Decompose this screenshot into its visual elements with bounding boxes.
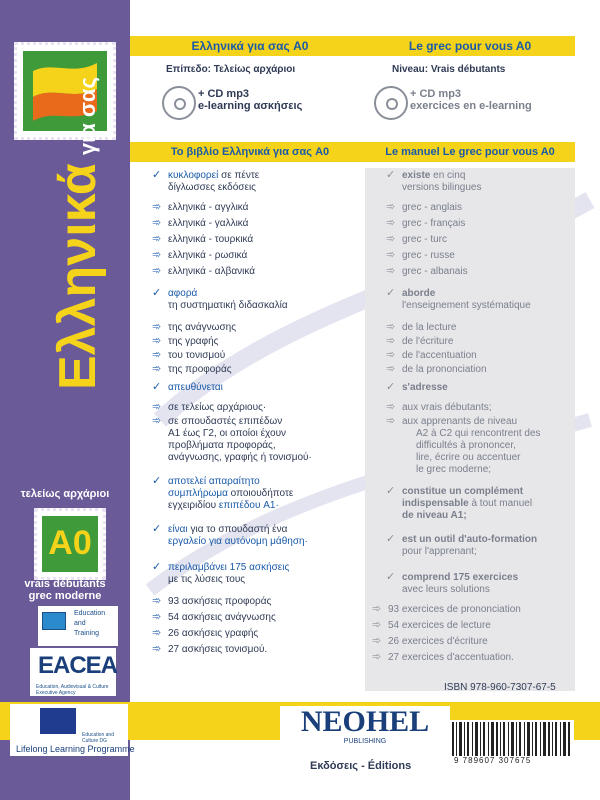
fr-aud2-3: difficultés à prononcer, [416,440,516,451]
gr-s1c: δίγλωσσες εκδόσεις [168,182,256,193]
arrow-icon: ➾ [386,201,396,213]
edu-dg: Education and Culture DG [82,732,114,744]
check-icon: ✓ [386,533,396,545]
fr-lang: grec - anglais [402,202,463,213]
fr-teach: de la lecture [402,322,457,333]
level-gr: τελείως αρχάριοι [20,488,110,500]
gr-s4-2a: συμπλήρωμα [168,488,228,499]
arrow-icon: ➾ [152,611,162,623]
gr-ex: 27 ασκήσεις τονισμού. [168,644,268,655]
check-icon: ✓ [386,169,396,181]
gr-teach: της ανάγνωσης [168,322,237,333]
fr-s2b: l'enseignement systématique [402,300,531,311]
education-logo [38,606,118,646]
fr-s4-2b: à tout manuel [468,498,533,509]
arrow-icon: ➾ [372,619,382,631]
check-icon: ✓ [152,381,162,393]
fr-aud1: aux vrais débutants; [402,402,492,413]
vertical-title [48,77,108,390]
gr-teach: της γραφής [168,336,219,347]
eu-flag-icon [40,708,76,734]
fr-aud2-1: aux apprenants de niveau [402,416,518,427]
fr-lang: grec - turc [402,234,448,245]
gr-s5-1 [168,524,287,536]
gr-lang: ελληνικά - αλβανικά [168,266,255,277]
title-big: Ελληνικά [49,163,107,390]
arrow-icon: ➾ [152,335,162,347]
gr-s1a: κυκλοφορεί [168,170,219,181]
barcode [448,720,574,768]
arrow-icon: ➾ [152,401,162,413]
arrow-icon: ➾ [152,217,162,229]
fr-s1c: versions bilingues [402,182,482,193]
eacea-sub: Education, Audiovisual & Culture Executive Agency [36,684,109,696]
gr-lang: ελληνικά - αγγλικά [168,202,249,213]
fr-s1a: existe [402,170,431,181]
arrow-icon: ➾ [152,643,162,655]
level-fr-1: vrais débutants [24,578,106,590]
fr-aud2-2: A2 à C2 qui rencontrent des [416,428,541,439]
fr-s2a: aborde [402,288,436,299]
fr-ex: 54 exercices de lecture [388,620,491,631]
arrow-icon: ➾ [386,349,396,361]
a0-stamp [34,508,106,580]
gr-teach: του τονισμού [168,350,226,361]
fr-ex: 26 exercices d'écriture [388,636,488,647]
gr-s5-1a: είναι [168,524,188,535]
cd-icon-fr [374,86,408,120]
gr-level: Επίπεδο: Τελείως αρχάριοι [166,64,296,75]
monitor-icon [42,612,66,630]
arrow-icon: ➾ [152,363,162,375]
arrow-icon: ➾ [386,363,396,375]
publisher-logo [280,706,450,750]
fr-s4-2a: indispensable [402,498,469,509]
arrow-icon: ➾ [152,233,162,245]
fr-subheader [365,142,575,162]
fr-s6-1: comprend 175 exercices [402,572,519,583]
editions-label: Εκδόσεις - Éditions [310,760,412,772]
check-icon: ✓ [152,287,162,299]
fr-sub-bold: Le grec pour vous A0 [442,146,555,158]
gr-aud1: σε τελείως αρχάριους· [168,402,267,413]
arrow-icon: ➾ [386,217,396,229]
gr-ex: 93 ασκήσεις προφοράς [168,596,272,607]
check-icon: ✓ [386,381,396,393]
check-icon: ✓ [386,571,396,583]
fr-cd1: + CD mp3 [410,88,462,100]
gr-subheader: Το βιβλίο Ελληνικά για σας A0 [130,142,370,162]
arrow-icon: ➾ [372,603,382,615]
gr-aud2-3: προβλήματα προφοράς, [168,440,276,451]
arrow-icon: ➾ [386,265,396,277]
gr-s5-2: εργαλείο για αυτόνομη μάθηση· [168,536,308,547]
fr-aud2-4: lire, écrire ou accentuer [416,452,521,463]
arrow-icon: ➾ [152,627,162,639]
gr-cd2: e-learning ασκήσεις [198,100,303,112]
gr-s4-3 [168,500,279,512]
fr-ex: 27 exercices d'accentuation. [388,652,514,663]
gr-aud2-4: ανάγνωσης, γραφής ή τονισμού· [168,452,312,463]
check-icon: ✓ [152,169,162,181]
logo1-line1: Education [74,610,106,617]
fr-s4-1: constitue un complément [402,486,524,497]
gr-s1 [168,170,259,182]
gr-aud2-2: A1 έως Γ2, οι οποίοι έχουν [168,428,287,439]
gr-s4-2 [168,488,293,500]
fr-s1 [402,170,465,182]
level-fr-2: grec moderne [28,590,102,602]
gr-teach: της προφοράς [168,364,232,375]
fr-s4-3: de niveau A1; [402,510,467,521]
check-icon: ✓ [386,287,396,299]
gr-ex: 54 ασκήσεις ανάγνωσης [168,612,276,623]
fr-ex: 93 exercices de prononciation [388,604,521,615]
isbn: ISBN 978-960-7307-67-5 [444,682,556,693]
gr-lang: ελληνικά - γαλλικά [168,218,249,229]
a0-label: A0 [42,516,98,572]
logo1-line3: Training [74,630,100,637]
barcode-icon [448,720,574,758]
gr-s4-3b: επιπέδου A1· [218,500,279,511]
check-icon: ✓ [152,561,162,573]
arrow-icon: ➾ [152,249,162,261]
gr-aud2-1: σε σπουδαστές επιπέδων [168,416,283,427]
arrow-icon: ➾ [152,349,162,361]
fr-teach: de la prononciation [402,364,487,375]
arrow-icon: ➾ [386,335,396,347]
fr-s5-1: est un outil d'auto-formation [402,534,538,545]
arrow-icon: ➾ [372,635,382,647]
gr-s1b: σε πέντε [218,170,260,181]
fr-s1b: en cinq [430,170,466,181]
gr-cd1: + CD mp3 [198,88,250,100]
check-icon: ✓ [386,485,396,497]
fr-s5-2: pour l'apprenant; [402,546,477,557]
arrow-icon: ➾ [152,595,162,607]
fr-s4-2 [402,498,532,510]
arrow-icon: ➾ [152,415,162,427]
logo1-line2: and [74,620,86,627]
fr-sub-prefix: Le manuel [385,146,443,158]
publishing-label: PUBLISHING [343,738,387,745]
fr-aud2-5: le grec moderne; [416,464,492,475]
gr-s4-1: αποτελεί απαραίτητο [168,476,260,487]
gr-s3: απευθύνεται [168,382,223,393]
arrow-icon: ➾ [386,249,396,261]
gr-s6-2: με τις λύσεις τους [168,574,246,585]
arrow-icon: ➾ [386,401,396,413]
gr-s6-1: περιλαμβάνει 175 ασκήσεις [168,562,290,573]
gr-s2a: αφορά [168,288,198,299]
cd-icon-gr [162,86,196,120]
gr-s4-2b: οποιουδήποτε [227,488,294,499]
fr-lang: grec - albanais [402,266,468,277]
arrow-icon: ➾ [386,321,396,333]
fr-level: Niveau: Vrais débutants [392,64,506,75]
gr-s5-1b: για το σπουδαστή ένα [187,524,288,535]
fr-teach: de l'écriture [402,336,454,347]
arrow-icon: ➾ [372,651,382,663]
eacea-logo: EACEA [38,652,118,679]
fr-teach: de l'accentuation [402,350,477,361]
fr-s3: s'adresse [402,382,448,393]
fr-s6-2: avec leurs solutions [402,584,490,595]
fr-lang: grec - français [402,218,466,229]
gr-s2b: τη συστηματική διδασκαλία [168,300,288,311]
fr-title: Le grec pour vous A0 [365,36,575,56]
arrow-icon: ➾ [152,265,162,277]
gr-s4-3a: εγχειριδίου [168,500,219,511]
fr-cd2: exercices en e-learning [410,100,532,112]
gr-lang: ελληνικά - ρωσικά [168,250,248,261]
title-small: για σας [75,77,100,156]
gr-lang: ελληνικά - τουρκικά [168,234,254,245]
check-icon: ✓ [152,475,162,487]
fr-lang: grec - russe [402,250,455,261]
gr-ex: 26 ασκήσεις γραφής [168,628,259,639]
arrow-icon: ➾ [386,233,396,245]
lifelong-label: Lifelong Learning Programme [16,744,135,754]
publisher-name: NEOHEL [300,705,430,738]
arrow-icon: ➾ [152,321,162,333]
barcode-digits: 9 789607 307675 [454,756,532,765]
arrow-icon: ➾ [386,415,396,427]
arrow-icon: ➾ [152,201,162,213]
check-icon: ✓ [152,523,162,535]
gr-title: Ελληνικά για σας A0 [130,36,370,56]
